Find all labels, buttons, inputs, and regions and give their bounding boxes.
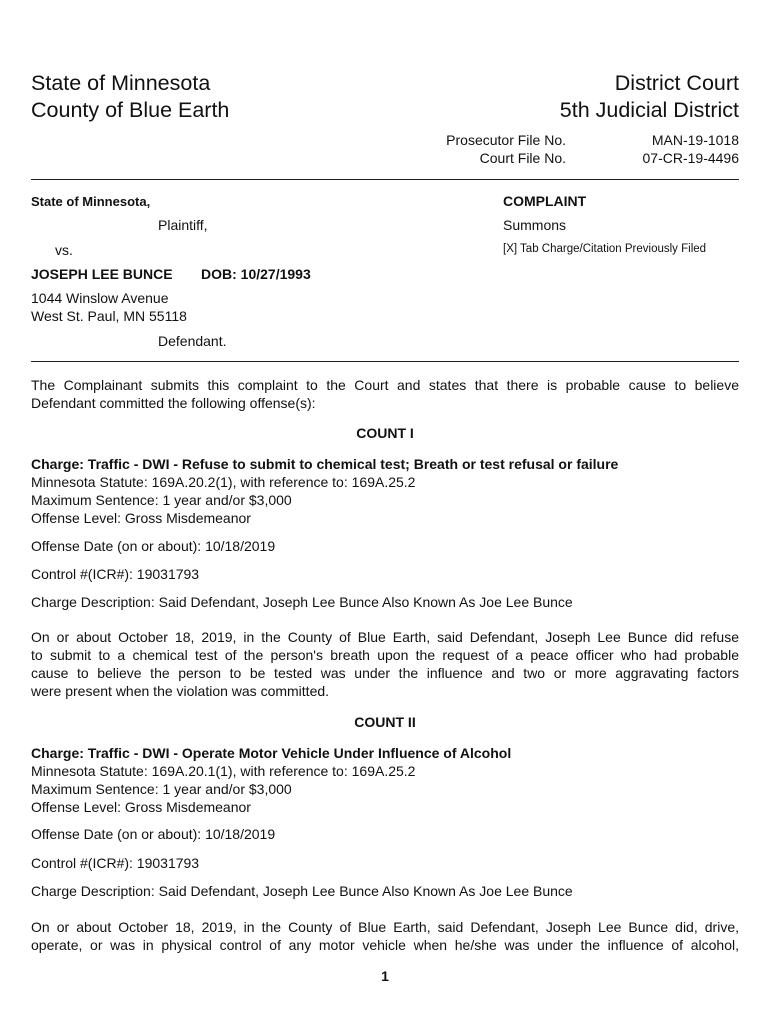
count-charge-description: Charge Description: Said Defendant, Joseph Lee Bunce Also Known As Joe Lee Bunce: [31, 594, 573, 610]
narrative-line: were present when the violation was committed.: [31, 683, 330, 699]
count-narrative: [31, 918, 739, 954]
count-offense-level: Offense Level: Gross Misdemeanor: [31, 799, 251, 815]
narrative-line: cause to believe the person to be tested was under the influence and two or more aggravating factors: [31, 665, 739, 681]
caption-divider: [31, 361, 739, 362]
court-file-number: 07-CR-19-4496: [642, 150, 739, 166]
header-district: 5th Judicial District: [559, 98, 739, 122]
intro-line: The Complainant submits this complaint to the Court and states that there is probable cause to believe: [31, 377, 739, 393]
count-max-sentence: Maximum Sentence: 1 year and/or $3,000: [31, 492, 292, 508]
count-statute: Minnesota Statute: 169A.20.1(1), with reference to: 169A.25.2: [31, 763, 416, 779]
defendant-name: JOSEPH LEE BUNCE: [31, 266, 173, 282]
count-heading: COUNT II: [354, 714, 416, 730]
defendant-address-line2: West St. Paul, MN 55118: [31, 308, 187, 324]
narrative-line: On or about October 18, 2019, in the County of Blue Earth, said Defendant, Joseph Lee Bunce did refuse: [31, 629, 739, 645]
count-narrative: [31, 628, 739, 700]
count-statute: Minnesota Statute: 169A.20.2(1), with reference to: 169A.25.2: [31, 474, 416, 490]
defendant-dob: DOB: 10/27/1993: [201, 266, 311, 282]
versus-label: vs.: [55, 242, 73, 258]
prosecutor-file-label: Prosecutor File No.: [446, 132, 566, 148]
intro-paragraph: [31, 376, 739, 412]
count-charge: Charge: Traffic - DWI - Operate Motor Vehicle Under Influence of Alcohol: [31, 745, 512, 761]
narrative-line: On or about October 18, 2019, in the County of Blue Earth, said Defendant, Joseph Lee Bunce did, drive,: [31, 919, 739, 935]
count-charge: Charge: Traffic - DWI - Refuse to submit to chemical test; Breath or test refusal or failure: [31, 456, 619, 472]
summons-label: Summons: [503, 217, 567, 233]
plaintiff-label: Plaintiff,: [158, 217, 208, 233]
count-charge-description: Charge Description: Said Defendant, Joseph Lee Bunce Also Known As Joe Lee Bunce: [31, 883, 573, 899]
narrative-line: to submit to a chemical test of the person's breath upon the request of a peace officer who had probable: [31, 647, 739, 663]
header-county: County of Blue Earth: [31, 98, 230, 122]
count-max-sentence: Maximum Sentence: 1 year and/or $3,000: [31, 781, 292, 797]
header-divider: [31, 179, 739, 180]
page-number: 1: [381, 968, 389, 984]
defendant-address-line1: 1044 Winslow Avenue: [31, 290, 169, 306]
narrative-line: operate, or was in physical control of any motor vehicle when he/she was under the influence of alcohol,: [31, 937, 739, 953]
count-offense-date: Offense Date (on or about): 10/18/2019: [31, 538, 276, 554]
defendant-label: Defendant.: [158, 333, 227, 349]
count-control-number: Control #(ICR#): 19031793: [31, 855, 200, 871]
intro-line: Defendant committed the following offense(s):: [31, 395, 316, 411]
count-offense-level: Offense Level: Gross Misdemeanor: [31, 510, 251, 526]
document-type: COMPLAINT: [503, 193, 587, 209]
court-file-label: Court File No.: [479, 150, 566, 166]
prosecutor-file-number: MAN-19-1018: [651, 132, 739, 148]
header-state: State of Minnesota: [31, 71, 211, 95]
header-court: District Court: [614, 71, 739, 95]
count-offense-date: Offense Date (on or about): 10/18/2019: [31, 826, 276, 842]
count-control-number: Control #(ICR#): 19031793: [31, 566, 200, 582]
count-heading: COUNT I: [356, 425, 414, 441]
plaintiff-name: State of Minnesota,: [31, 194, 151, 209]
tab-charge-note: [X] Tab Charge/Citation Previously Filed: [503, 243, 707, 255]
